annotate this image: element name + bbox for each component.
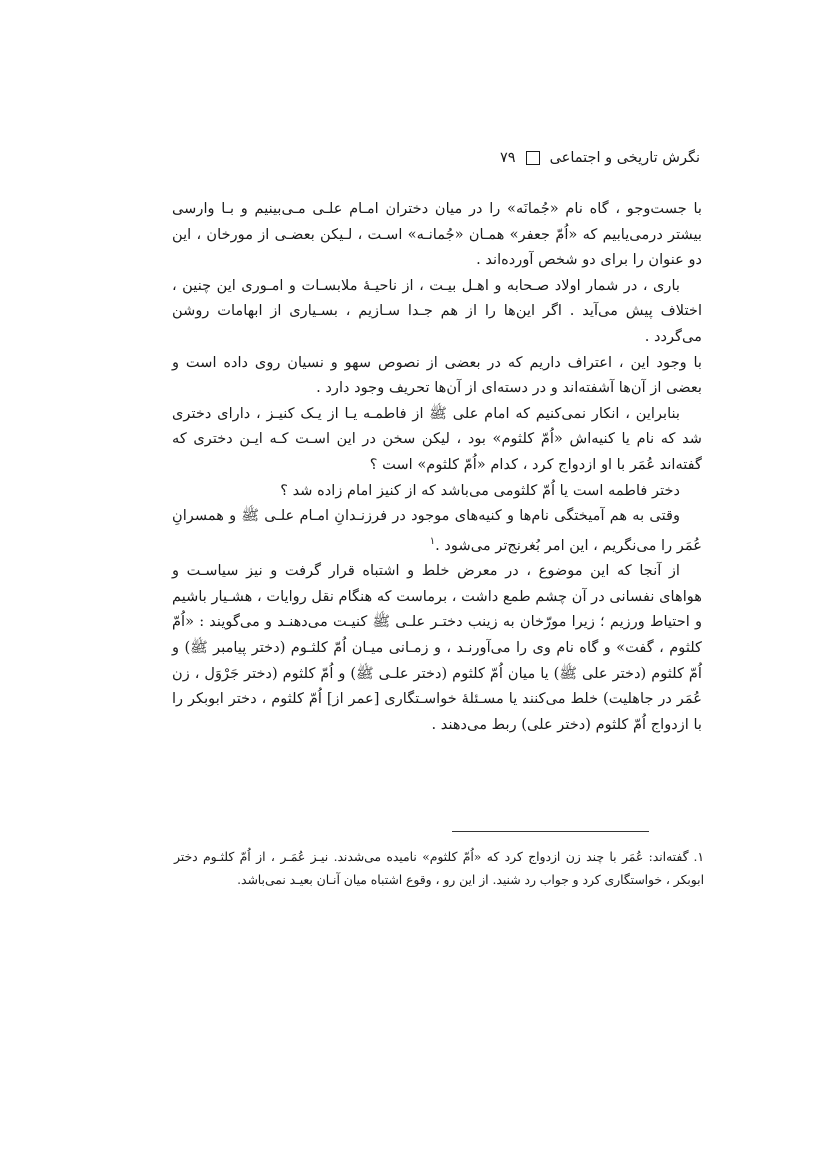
paragraph [172,503,702,558]
paragraph: باری ، در شمار اولاد صـحابه و اهـل بیـت ، از ناحیـهٔ ملابسـات و امـوری این چنین ، اختلاف پیش می‌آید . اگر این‌ها را از هم جـدا سـازیم ، بسـیاری از ابهامات روشن می‌گردد . [172,276,702,345]
paragraph: بنابراین ، انکار نمی‌کنیم که امام علی ﷺ از فاطمـه یـا از یـک کنیـز ، دارای دختری شد که نام یا کنیه‌اش «اُمّ کلثوم» بود ، لیکن سخن در این اسـت کـه ایـن دختری که گفته‌اند عُمَر با او ازدواج کرد ، کدام «اُمّ کلثوم» است ؟ [172,404,702,473]
footnote-text: گفته‌اند: عُمَر با چند زن ازدواج کرد که «اُمّ کلثوم» نامیده می‌شدند. نیـز عُمَـر ، از اُمّ کلثـوم دختر ابوبکر ، خواستگاری کرد و جواب رد شنید. از این رو ، وقوع اشتباه میان آنـان بعیـد نمی‌باشد. [174,850,704,887]
body-text [172,196,702,737]
footnote-number: ۱. [693,850,704,864]
paragraph-text: وقتی به هم آمیختگی نام‌ها و کنیه‌های موجود در فرزنـدانِ امـام علـی ﷺ و همسرانِ عُمَر را می‌نگریم ، این امر بُغرنج‌تر می‌شود . [172,507,702,554]
square-ornament-icon [526,151,540,165]
paragraph: از آنجا که این موضوع ، در معرض خلط و اشتباه قرار گرفت و نیز سیاسـت و هواهای نفسانی در آن چشم طمع داشت ، برماست که هنگام نقل روایات ، هشـیار باشیم و احتیاط ورزیم ؛ زیرا مورّخان به زینب دختـر علـی ﷺ کنیـت می‌دهنـد و می‌گویند : «اُمّ کلثوم ، گفت» و گاه نام وی را می‌آورنـد ، و زمـانی میـان اُمّ کلثـوم (دختر پیامبر ﷺ) و اُمّ کلثوم (دختر علی ﷺ) یا میان اُمّ کلثوم (دختر علـی ﷺ) و اُمّ کلثوم (دختر جَرْوَل ، زن عُمَر در جاهلیت) خلط می‌کنند یا مسـئلهٔ خواسـتگاری [عمر از] اُمّ کلثوم ، دختر ابوبکر را با ازدواج اُمّ کلثوم (دختر علی) ربط می‌دهند . [172,562,702,733]
paragraph: با جست‌وجو ، گاه نام «جُمانَه» را در میان دختران امـام علـی مـی‌بینیم و بـا وارسی بیشتر درمی‌یابیم که «اُمّ جعفر» همـان «جُمانـه» اسـت ، لـیکن بعضـی از مورخان ، این دو عنوان را برای دو شخص آورده‌اند . [172,200,702,269]
footnote [174,846,704,892]
footnote-reference[interactable]: ۱ [429,535,436,547]
header-title: نگرش تاریخی و اجتماعی [549,150,700,166]
running-header [160,150,700,166]
footnote-divider [452,831,649,832]
paragraph: با وجود این ، اعتراف داریم که در بعضی از نصوص سهو و نسیان روی داده است و بعضی از آن‌ها آشفته‌اند و در دسته‌ای از آن‌ها تحریف وجود دارد . [172,353,702,397]
page-number: ۷۹ [500,150,516,166]
paragraph: دختر فاطمه است یا اُمّ کلثومی می‌باشد که از کنیز امام زاده شد ؟ [280,481,680,499]
